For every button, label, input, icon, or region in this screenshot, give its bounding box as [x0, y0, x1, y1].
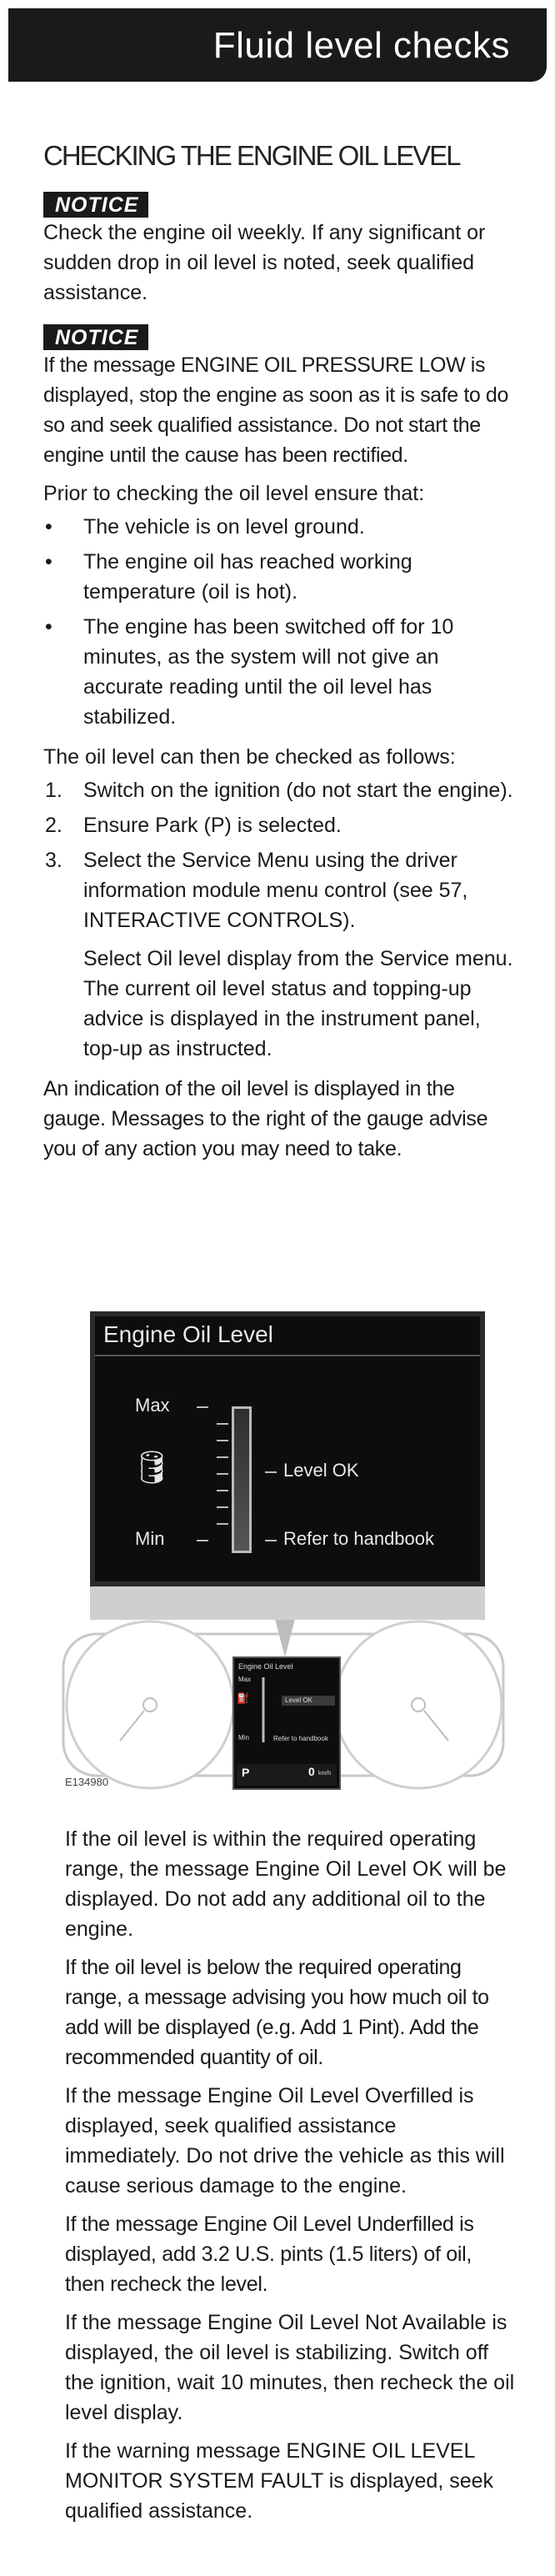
notice-block-2 — [43, 323, 515, 470]
notice-text: Check the engine oil weekly. If any significant or sudden drop in oil level is noted, seek qualified assistance. — [43, 221, 486, 304]
gauge-tick — [217, 1473, 228, 1475]
gauge-tick — [265, 1471, 277, 1473]
small-min-label: Min — [238, 1734, 249, 1742]
gauge-tick — [197, 1406, 208, 1408]
oil-level-messages — [65, 1824, 515, 2534]
message-paragraph: If the oil level is within the required operating range, the message Engine Oil Level OK will be displayed. Do not add any additional oil to the engine. — [65, 1827, 507, 1941]
oil-level-screen — [90, 1311, 485, 1586]
oil-level-gauge — [232, 1406, 252, 1553]
main-content — [43, 140, 515, 1172]
list-item: • The engine oil has reached working temperature (oil is hot). — [43, 547, 515, 607]
prior-intro: Prior to checking the oil level ensure that: — [43, 482, 425, 505]
small-screen-title: Engine Oil Level — [238, 1662, 293, 1671]
gauge-tick — [217, 1423, 228, 1425]
gauge-tick — [217, 1523, 228, 1525]
refer-handbook-label: Refer to handbook — [283, 1528, 435, 1549]
steps-list — [43, 775, 515, 1064]
section-heading: CHECKING THE ENGINE OIL LEVEL — [43, 140, 460, 171]
notice-badge: NOTICE — [43, 324, 148, 350]
bullet-icon: • — [45, 615, 52, 639]
message-paragraph: If the message Engine Oil Level Overfilled is displayed, seek qualified assistance immediately. Do not drive the vehicle as this will cause serious damage to the engine. — [65, 2084, 505, 2198]
small-max-label: Max — [238, 1676, 252, 1683]
speed-unit: km/h — [318, 1771, 332, 1777]
small-oil-can-icon: ⛽ — [237, 1692, 249, 1704]
list-item: 3. Select the Service Menu using the driver information module menu control (see 57, INTERACTIVE CONTROLS). Select Oil level display from the Service menu. The current oil level status and topping-up advice is displayed in the instrument panel, top-up as instructed. — [43, 845, 515, 1064]
step-extra-text: Select Oil level display from the Service menu. The current oil level status and topping-up advice is displayed in the instrument panel, top-up as instructed. — [83, 947, 513, 1060]
figure-code: E134980 — [65, 1776, 109, 1788]
message-paragraph: If the message Engine Oil Level Not Available is displayed, the oil level is stabilizing. Switch off the ignition, wait 10 minutes, then recheck the oil level display. — [65, 2311, 515, 2424]
gauge-tick — [217, 1440, 228, 1441]
screen-divider — [95, 1355, 480, 1356]
gear-indicator: P — [242, 1766, 250, 1779]
speed-value: 0 — [308, 1765, 315, 1778]
gauge-tick — [197, 1540, 208, 1541]
screen-footer-strip — [90, 1586, 485, 1620]
notice-block-1 — [43, 190, 515, 308]
small-level-label: Level OK — [285, 1696, 312, 1704]
list-item: 1. Switch on the ignition (do not start the engine). — [45, 779, 513, 802]
bullet-icon: • — [45, 515, 52, 539]
gauge-tick — [265, 1540, 277, 1541]
max-label: Max — [135, 1395, 170, 1416]
notice-text: If the message ENGINE OIL PRESSURE LOW is displayed, stop the engine as soon as it is safe to do so and seek qualified assistance. Do not start the engine until the cause has been rectified. — [43, 353, 508, 467]
indication-text: An indication of the oil level is displayed in the gauge. Messages to the right of the gauge advise you of any action you may need to take. — [43, 1077, 488, 1160]
level-ok-label: Level OK — [283, 1460, 359, 1481]
message-paragraph: If the oil level is below the required operating range, a message advising you how much oil to add will be displayed (e.g. Add 1 Pint). Add the recommended quantity of oil. — [65, 1956, 489, 2069]
gauge-tick — [217, 1506, 228, 1508]
oil-can-icon: 🛢 — [132, 1451, 172, 1486]
message-paragraph: If the warning message ENGINE OIL LEVEL MONITOR SYSTEM FAULT is displayed, seek qualified assistance. — [65, 2439, 494, 2523]
list-item: • The vehicle is on level ground. — [43, 512, 515, 542]
gauge-tick — [217, 1456, 228, 1458]
steps-intro: The oil level can then be checked as follows: — [43, 745, 456, 769]
list-item: 2. Ensure Park (P) is selected. — [45, 814, 342, 837]
min-label: Min — [135, 1528, 165, 1549]
bullet-icon: • — [45, 550, 52, 574]
message-paragraph: If the message Engine Oil Level Underfilled is displayed, add 3.2 U.S. pints (1.5 liters) of oil, then recheck the level. — [65, 2213, 474, 2296]
screen-title: Engine Oil Level — [103, 1321, 273, 1347]
gauge-tick — [217, 1490, 228, 1491]
page-title: Fluid level checks — [212, 25, 510, 66]
small-refer-label: Refer to handbook — [273, 1735, 328, 1742]
prior-list — [43, 512, 515, 732]
header-bar — [8, 8, 547, 82]
list-item: • The engine has been switched off for 10 minutes, as the system will not give an accurate reading until the oil level has stabilized. — [43, 612, 515, 732]
notice-badge: NOTICE — [43, 192, 148, 218]
